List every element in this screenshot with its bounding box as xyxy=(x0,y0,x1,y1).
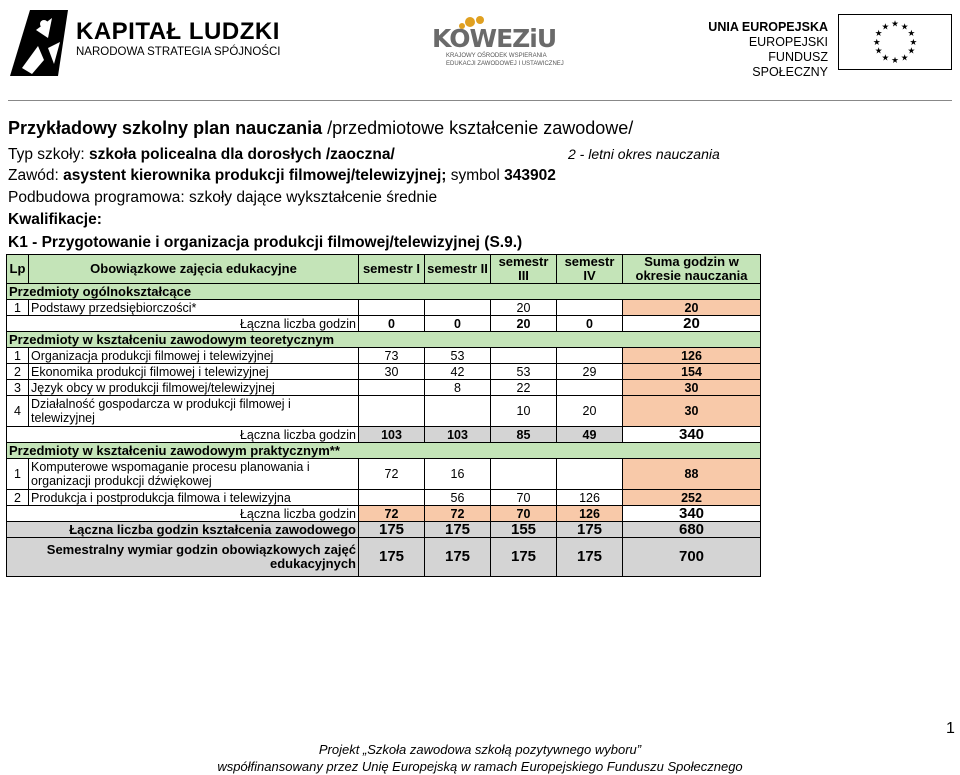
svg-text:★: ★ xyxy=(874,46,883,57)
svg-text:★: ★ xyxy=(891,19,899,30)
row-s3: 53 xyxy=(491,364,557,380)
row-subject: Organizacja produkcji filmowej i telewizyjnej xyxy=(29,348,359,364)
job-value: asystent kierownika produkcji filmowej/telewizyjnej; xyxy=(63,167,447,184)
school-type-value: szkoła policealna dla dorosłych /zaoczna/ xyxy=(88,146,395,163)
row-s3: 70 xyxy=(491,490,557,506)
row-lp: 4 xyxy=(7,396,29,427)
total-row xyxy=(7,427,761,443)
ue-logo-text xyxy=(700,20,828,80)
total-label: Łączna liczba godzin xyxy=(7,506,359,522)
row-sum: 88 xyxy=(623,459,761,490)
semester-total-s1: 175 xyxy=(359,538,425,577)
svg-text:★: ★ xyxy=(907,46,916,57)
row-s3: 10 xyxy=(491,396,557,427)
kowezu-subtitle-2: EDUKACJI ZAWODOWEJ I USTAWICZNEJ xyxy=(446,61,564,67)
row-lp: 2 xyxy=(7,364,29,380)
total-s3: 85 xyxy=(491,427,557,443)
vocational-total-label: Łączna liczba godzin kształcenia zawodowego xyxy=(7,522,359,538)
kowezu-title: KOWEZiU xyxy=(432,24,557,53)
header-divider xyxy=(8,100,952,101)
footer-project: Projekt „Szkoła zawodowa szkołą pozytywnego wyboru” xyxy=(318,742,642,757)
header-semestr-2: semestr II xyxy=(425,255,491,284)
plan-table xyxy=(6,254,761,577)
section-title: Przedmioty w kształceniu zawodowym praktycznym** xyxy=(7,443,761,459)
row-sum: 154 xyxy=(623,364,761,380)
total-sum: 20 xyxy=(623,316,761,332)
row-s1 xyxy=(359,380,425,396)
table-row xyxy=(7,459,761,490)
svg-text:★: ★ xyxy=(900,53,909,64)
header-subject: Obowiązkowe zajęcia edukacyjne xyxy=(29,255,359,284)
total-s2: 72 xyxy=(425,506,491,522)
vocational-total-row xyxy=(7,522,761,538)
header-semestr-4: semestr IV xyxy=(557,255,623,284)
row-subject: Ekonomika produkcji filmowej i telewizyjnej xyxy=(29,364,359,380)
job-label: Zawód: xyxy=(8,167,64,184)
header-lp: Lp xyxy=(7,255,29,284)
total-s3: 70 xyxy=(491,506,557,522)
basis-line: Podbudowa programowa: szkoły dające wykształcenie średnie xyxy=(8,189,438,206)
section-row xyxy=(7,332,761,348)
row-s2: 42 xyxy=(425,364,491,380)
row-s1 xyxy=(359,490,425,506)
row-s1: 30 xyxy=(359,364,425,380)
page-number: 1 xyxy=(946,720,955,737)
ue-line-2: EUROPEJSKI xyxy=(748,35,828,49)
row-s3 xyxy=(491,459,557,490)
semester-total-s3: 175 xyxy=(491,538,557,577)
row-s4 xyxy=(557,380,623,396)
total-s4: 49 xyxy=(557,427,623,443)
svg-text:★: ★ xyxy=(881,22,890,33)
row-s2 xyxy=(425,300,491,316)
row-sum: 20 xyxy=(623,300,761,316)
kapital-ludzki-subtitle: NARODOWA STRATEGIA SPÓJNOŚCI xyxy=(76,46,281,58)
job-line xyxy=(8,167,556,185)
total-s4: 126 xyxy=(557,506,623,522)
table-row xyxy=(7,364,761,380)
total-s4: 0 xyxy=(557,316,623,332)
section-title: Przedmioty ogólnokształcące xyxy=(7,284,761,300)
row-s4 xyxy=(557,348,623,364)
header-semestr-1: semestr I xyxy=(359,255,425,284)
title-rest: /przedmiotowe kształcenie zawodowe/ xyxy=(322,118,634,138)
table-row xyxy=(7,396,761,427)
kowezu-subtitle-1: KRAJOWY OŚRODEK WSPIERANIA xyxy=(446,53,547,59)
total-s2: 103 xyxy=(425,427,491,443)
row-lp: 1 xyxy=(7,459,29,490)
svg-text:★: ★ xyxy=(874,29,883,40)
qualifications-label: Kwalifikacje: xyxy=(8,211,102,228)
semester-total-s2: 175 xyxy=(425,538,491,577)
duration-note: 2 - letni okres nauczania xyxy=(568,146,720,162)
row-s3 xyxy=(491,348,557,364)
header-semestr-3: semestr III xyxy=(491,255,557,284)
row-lp: 2 xyxy=(7,490,29,506)
row-subject: Komputerowe wspomaganie procesu planowania i organizacji produkcji dźwiękowej xyxy=(29,459,359,490)
row-lp: 3 xyxy=(7,380,29,396)
ue-line-1: UNIA EUROPEJSKA xyxy=(708,20,828,34)
table-row xyxy=(7,348,761,364)
qualification-value: K1 - Przygotowanie i organizacja produkcji filmowej/telewizyjnej (S.9.) xyxy=(8,234,523,251)
section-row xyxy=(7,443,761,459)
svg-text:★: ★ xyxy=(907,29,916,40)
row-s3: 22 xyxy=(491,380,557,396)
semester-total-s4: 175 xyxy=(557,538,623,577)
total-row xyxy=(7,506,761,522)
table-row xyxy=(7,300,761,316)
vocational-total-s1: 175 xyxy=(359,522,425,538)
section-row xyxy=(7,284,761,300)
total-label: Łączna liczba godzin xyxy=(7,427,359,443)
row-sum: 30 xyxy=(623,380,761,396)
row-s2: 8 xyxy=(425,380,491,396)
svg-text:★: ★ xyxy=(909,37,918,48)
header-sum: Suma godzin w okresie nauczania xyxy=(623,255,761,284)
row-s1 xyxy=(359,396,425,427)
symbol-value: 343902 xyxy=(504,167,556,184)
vocational-total-sum: 680 xyxy=(623,522,761,538)
row-s2: 53 xyxy=(425,348,491,364)
semester-total-sum: 700 xyxy=(623,538,761,577)
school-type-label: Typ szkoły: xyxy=(8,146,89,163)
row-s4 xyxy=(557,459,623,490)
row-s3: 20 xyxy=(491,300,557,316)
svg-text:★: ★ xyxy=(881,53,890,64)
school-type-line xyxy=(8,146,395,164)
row-s2: 56 xyxy=(425,490,491,506)
ue-line-3: FUNDUSZ SPOŁECZNY xyxy=(752,50,828,79)
table-row xyxy=(7,490,761,506)
semester-total-row xyxy=(7,538,761,577)
row-subject: Produkcja i postprodukcja filmowa i telewizyjna xyxy=(29,490,359,506)
row-lp: 1 xyxy=(7,300,29,316)
row-subject: Język obcy w produkcji filmowej/telewizyjnej xyxy=(29,380,359,396)
footer-cofinancing: współfinansowany przez Unię Europejską w ramach Europejskiego Funduszu Społecznego xyxy=(217,759,743,774)
row-s1: 73 xyxy=(359,348,425,364)
vocational-total-s3: 155 xyxy=(491,522,557,538)
row-s4: 29 xyxy=(557,364,623,380)
total-s2: 0 xyxy=(425,316,491,332)
total-s1: 103 xyxy=(359,427,425,443)
row-s1: 72 xyxy=(359,459,425,490)
total-s3: 20 xyxy=(491,316,557,332)
row-lp: 1 xyxy=(7,348,29,364)
svg-text:★: ★ xyxy=(872,37,881,48)
row-sum: 252 xyxy=(623,490,761,506)
table-header-row xyxy=(7,255,761,284)
vocational-total-s4: 175 xyxy=(557,522,623,538)
row-sum: 30 xyxy=(623,396,761,427)
total-sum: 340 xyxy=(623,427,761,443)
semester-total-label: Semestralny wymiar godzin obowiązkowych zajęć edukacyjnych xyxy=(7,538,359,577)
row-sum: 126 xyxy=(623,348,761,364)
eu-flag-icon xyxy=(838,14,952,70)
title-bold: Przykładowy szkolny plan nauczania xyxy=(8,118,323,138)
total-label: Łączna liczba godzin xyxy=(7,316,359,332)
svg-text:★: ★ xyxy=(900,22,909,33)
row-s2 xyxy=(425,396,491,427)
svg-text:★: ★ xyxy=(891,56,899,67)
section-title: Przedmioty w kształceniu zawodowym teoretycznym xyxy=(7,332,761,348)
vocational-total-s2: 175 xyxy=(425,522,491,538)
total-s1: 72 xyxy=(359,506,425,522)
total-sum: 340 xyxy=(623,506,761,522)
row-subject: Działalność gospodarcza w produkcji filmowej i telewizyjnej xyxy=(29,396,359,427)
row-subject: Podstawy przedsiębiorczości* xyxy=(29,300,359,316)
document-title xyxy=(8,118,633,139)
row-s4: 20 xyxy=(557,396,623,427)
row-s2: 16 xyxy=(425,459,491,490)
row-s4 xyxy=(557,300,623,316)
total-row xyxy=(7,316,761,332)
row-s4: 126 xyxy=(557,490,623,506)
symbol-label: symbol xyxy=(446,167,505,184)
table-row xyxy=(7,380,761,396)
kapital-ludzki-title: KAPITAŁ LUDZKI xyxy=(76,18,280,45)
row-s1 xyxy=(359,300,425,316)
total-s1: 0 xyxy=(359,316,425,332)
